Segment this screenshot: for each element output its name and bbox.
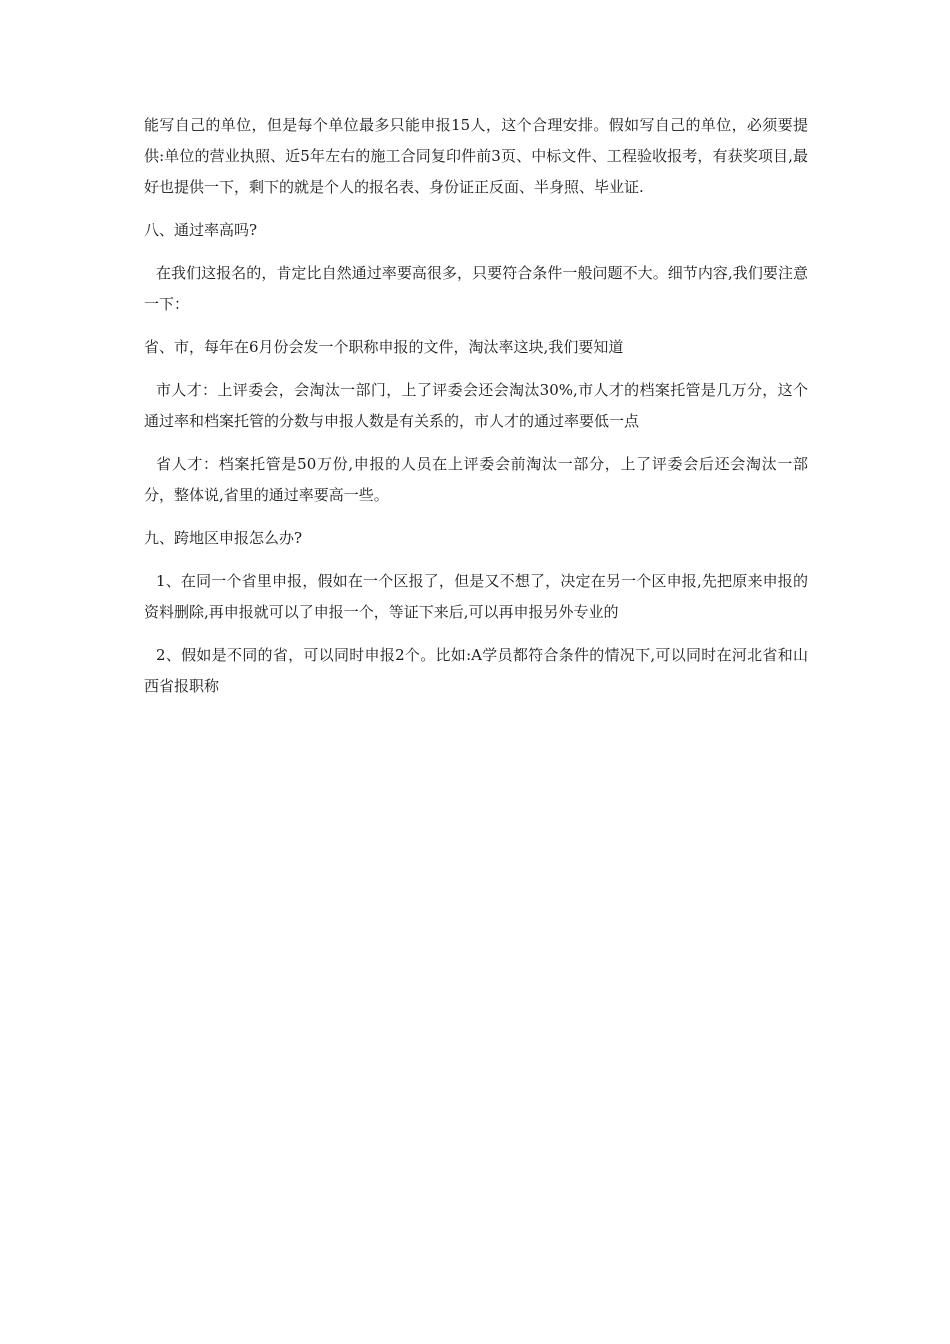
paragraph-same-province: 1、在同一个省里申报，假如在一个区报了，但是又不想了，决定在另一个区申报,先把原来申报的资料删除,再申报就可以了申报一个，等证下来后,可以再申报另外专业的 — [144, 572, 808, 621]
paragraph-application-requirements: 能写自己的单位，但是每个单位最多只能申报15人，这个合理安排。假如写自己的单位，必须要提供:单位的营业执照、近5年左右的施工合同复印件前3页、中标文件、工程验收报考，有获奖项目,最好也提供一下，剩下的就是个人的报名表、身份证正反面、半身照、毕业证. — [144, 116, 808, 196]
heading-section-eight: 八、通过率高吗? — [144, 221, 258, 239]
document-body — [144, 110, 808, 714]
paragraph-province-talent: 省人才：档案托管是50万份,申报的人员在上评委会前淘汰一部分，上了评委会后还会淘汰一部分，整体说,省里的通过率要高一些。 — [144, 455, 808, 504]
paragraph-different-province: 2、假如是不同的省，可以同时申报2个。比如:A学员都符合条件的情况下,可以同时在河北省和山西省报职称 — [144, 646, 808, 695]
paragraph-pass-rate-intro: 在我们这报名的，肯定比自然通过率要高很多，只要符合条件一般问题不大。细节内容,我们要注意一下： — [144, 264, 808, 313]
heading-section-nine: 九、跨地区申报怎么办? — [144, 529, 303, 547]
paragraph-city-talent: 市人才：上评委会，会淘汰一部门，上了评委会还会淘汰30%,市人才的档案托管是几万分，这个通过率和档案托管的分数与申报人数是有关系的，市人才的通过率要低一点 — [144, 381, 808, 430]
paragraph-annual-document: 省、市，每年在6月份会发一个职称申报的文件，淘汰率这块,我们要知道 — [144, 338, 624, 356]
